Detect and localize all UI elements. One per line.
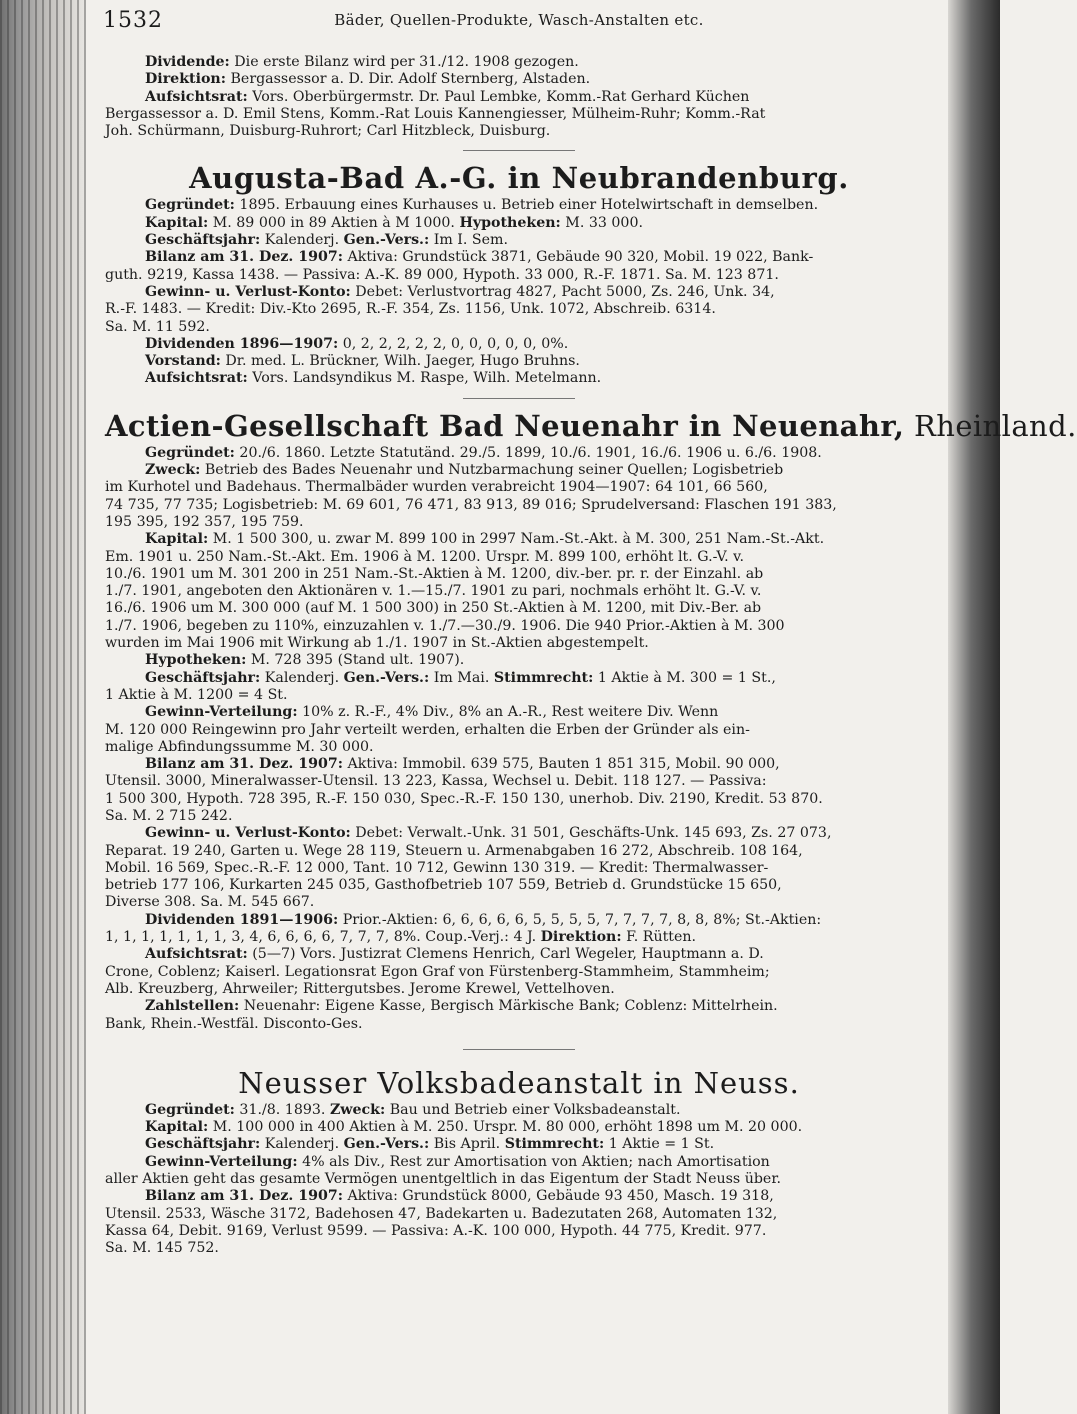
field-text: Debet: Verwalt.-Unk. 31 501, Geschäfts-Unk. 145 693, Zs. 27 073,: [350, 825, 832, 842]
text-line: [105, 687, 933, 704]
field-text: Aktiva: Immobil. 639 575, Bauten 1 851 315, Mobil. 90 000,: [343, 756, 780, 773]
field-label: Stimmrecht:: [493, 669, 594, 686]
text-line: [105, 704, 933, 721]
field-text: 74 735, 77 735; Logisbetrieb: M. 69 601, 76 471, 83 913, 89 016; Sprudelversand: Flaschen 191 383,: [105, 496, 837, 513]
field-text: Dr. med. L. Brückner, Wilh. Jaeger, Hugo Bruhns.: [220, 353, 580, 370]
entry-title-suffix: Rheinland.: [904, 408, 1077, 443]
field-text: M. 100 000 in 400 Aktien à M. 250. Urspr. M. 80 000, erhöht 1898 um M. 20 000.: [208, 1119, 803, 1136]
text-line: [105, 497, 933, 514]
separator-rule: [463, 1049, 575, 1050]
text-line: [105, 549, 933, 566]
field-text: 1 Aktie à M. 1200 = 4 St.: [105, 686, 288, 703]
text-line: [105, 232, 933, 249]
separator-rule: [463, 150, 575, 151]
field-label: Gen.-Vers.:: [343, 669, 430, 686]
field-text: wurden im Mai 1906 mit Wirkung ab 1./1. 1907 in St.-Aktien abgestempelt.: [105, 635, 649, 652]
field-text: 16./6. 1906 um M. 300 000 (auf M. 1 500 300) in 250 St.-Aktien à M. 1200, mit Div.-Ber. ab: [105, 600, 762, 617]
field-label: Geschäftsjahr:: [145, 1136, 261, 1153]
field-label: Hypotheken:: [145, 652, 247, 669]
text-line: [105, 964, 933, 981]
field-text: Diverse 308. Sa. M. 545 667.: [105, 894, 315, 911]
text-line: [105, 89, 933, 106]
text-line: [105, 981, 933, 998]
text-line: [105, 514, 933, 531]
field-text: Im I. Sem.: [429, 232, 509, 249]
field-text: Em. 1901 u. 250 Nam.-St.-Akt. Em. 1906 à M. 1200. Urspr. M. 899 100, erhöht lt. G.-V. v.: [105, 548, 744, 565]
field-text: Vors. Landsyndikus M. Raspe, Wilh. Metelmann.: [247, 370, 602, 387]
text-line: [105, 479, 933, 496]
field-label: Gewinn- u. Verlust-Konto:: [145, 825, 351, 842]
text-line: [105, 249, 933, 266]
field-text: Aktiva: Grundstück 8000, Gebäude 93 450, Masch. 19 318,: [343, 1188, 774, 1205]
field-text: Im Mai.: [429, 669, 490, 686]
field-text: Mobil. 16 569, Spec.-R.-F. 12 000, Tant. 10 712, Gewinn 130 319. — Kredit: Thermalwasser-: [105, 859, 769, 876]
field-label: Gen.-Vers.:: [343, 232, 430, 249]
running-title: Bäder, Quellen-Produkte, Wasch-Anstalten etc.: [334, 11, 704, 29]
field-text: Bau und Betrieb einer Volksbadeanstalt.: [385, 1101, 681, 1118]
field-text: betrieb 177 106, Kurkarten 245 035, Gasthofbetrieb 107 559, Betrieb d. Grundstücke 15 650,: [105, 877, 782, 894]
text-line: [105, 860, 933, 877]
field-text: F. Rütten.: [621, 929, 697, 946]
field-label: Stimmrecht:: [504, 1136, 605, 1153]
field-label: Bilanz am 31. Dez. 1907:: [145, 249, 344, 266]
text-line: [105, 756, 933, 773]
field-text: Joh. Schürmann, Duisburg-Ruhrort; Carl Hitzbleck, Duisburg.: [105, 123, 551, 140]
field-text: M. 120 000 Reingewinn pro Jahr verteilt werden, erhalten die Erben der Gründer als ein-: [105, 721, 750, 738]
text-line: [105, 1206, 933, 1223]
field-text: M. 728 395 (Stand ult. 1907).: [246, 652, 465, 669]
field-text: Kassa 64, Debit. 9169, Verlust 9599. — Passiva: A.-K. 100 000, Hypoth. 44 775, Kredit. 977.: [105, 1222, 767, 1239]
field-text: 20./6. 1860. Letzte Statutänd. 29./5. 1899, 10./6. 1901, 16./6. 1906 u. 6./6. 1908.: [234, 444, 822, 461]
field-label: Bilanz am 31. Dez. 1907:: [145, 756, 344, 773]
field-label: Gegründet:: [145, 444, 235, 461]
text-line: [105, 998, 933, 1015]
field-text: Utensil. 3000, Mineralwasser-Utensil. 13 223, Kassa, Wechsel u. Debit. 118 127. — Passiva:: [105, 773, 767, 790]
field-text: Aktiva: Grundstück 3871, Gebäude 90 320, Mobil. 19 022, Bank-: [343, 249, 814, 266]
entry-title-bad-neuenahr: [105, 408, 1077, 443]
text-line: [105, 843, 933, 860]
text-line: [105, 808, 933, 825]
field-text: Bergassessor a. D. Dir. Adolf Sternberg, Alstaden.: [225, 71, 591, 88]
field-text: Sa. M. 11 592.: [105, 318, 210, 335]
text-line: [105, 370, 933, 387]
field-label: Dividenden 1891—1906:: [145, 911, 339, 928]
field-text: Die erste Bilanz wird per 31./12. 1908 gezogen.: [229, 54, 579, 70]
field-text: Prior.-Aktien: 6, 6, 6, 6, 6, 5, 5, 5, 5, 7, 7, 7, 7, 8, 8, 8%; St.-Aktien:: [338, 911, 822, 928]
field-label: Gegründet:: [145, 1101, 235, 1118]
text-line: [105, 722, 933, 739]
field-text: Sa. M. 145 752.: [105, 1240, 219, 1257]
field-label: Zahlstellen:: [145, 998, 240, 1015]
field-text: 10./6. 1901 um M. 301 200 in 251 Nam.-St.-Aktien à M. 1200, div.-ber. pr. r. der Einzahl. ab: [105, 565, 764, 582]
field-text: 1 500 300, Hypoth. 728 395, R.-F. 150 030, Spec.-R.-F. 150 130, unerhob. Div. 2190, Kredit. 53 870.: [105, 790, 823, 807]
field-label: Aufsichtsrat:: [145, 946, 248, 963]
text-line: [105, 462, 933, 479]
text-line: [105, 1188, 933, 1205]
field-label: Hypotheken:: [459, 214, 561, 231]
field-label: Aufsichtsrat:: [145, 88, 248, 105]
field-text: Bank, Rhein.-Westfäl. Disconto-Ges.: [105, 1015, 363, 1032]
entry-title-main: Actien-Gesellschaft Bad Neuenahr in Neuenahr,: [105, 408, 905, 443]
field-label: Gen.-Vers.:: [343, 1136, 430, 1153]
text-line: [105, 353, 933, 370]
page-edge-shadow: [948, 0, 1000, 1414]
field-text: Utensil. 2533, Wäsche 3172, Badehosen 47, Badekarten u. Badezutaten 268, Automaten 132,: [105, 1205, 778, 1222]
text-line: [105, 739, 933, 756]
field-text: R.-F. 1483. — Kredit: Div.-Kto 2695, R.-F. 354, Zs. 1156, Unk. 1072, Abschreib. 6314.: [105, 301, 716, 318]
field-text: malige Abfindungssumme M. 30 000.: [105, 738, 374, 755]
entry-bad-neuenahr: [105, 445, 933, 1033]
text-line: [105, 1016, 933, 1033]
text-line: [105, 123, 933, 140]
field-label: Geschäftsjahr:: [145, 669, 261, 686]
text-line: [105, 1136, 933, 1153]
text-line: [105, 284, 933, 301]
text-line: [105, 531, 933, 548]
field-text: Alb. Kreuzberg, Ahrweiler; Rittergutsbes. Jerome Krewel, Vettelhoven.: [105, 980, 615, 997]
text-line: [105, 106, 933, 123]
field-text: (5—7) Vors. Justizrat Clemens Henrich, Carl Wegeler, Hauptmann a. D.: [247, 946, 764, 963]
entry-title-augusta-bad: Augusta-Bad A.-G. in Neubrandenburg.: [189, 161, 849, 196]
field-text: M. 33 000.: [560, 214, 643, 231]
field-label: Direktion:: [145, 71, 226, 88]
separator-rule: [463, 398, 575, 399]
text-line: [105, 336, 933, 353]
field-text: Neuenahr: Eigene Kasse, Bergisch Märkische Bank; Coblenz: Mittelrhein.: [239, 998, 778, 1015]
field-label: Dividende:: [145, 54, 230, 70]
field-text: 1, 1, 1, 1, 1, 1, 1, 3, 4, 6, 6, 6, 6, 7, 7, 7, 8%. Coup.-Verj.: 4 J.: [105, 929, 537, 946]
text-line: [105, 445, 933, 462]
field-text: 1 Aktie = 1 St.: [604, 1136, 715, 1153]
field-text: Crone, Coblenz; Kaiserl. Legationsrat Egon Graf von Fürstenberg-Stammheim, Stammheim;: [105, 963, 770, 980]
text-line: [105, 1223, 933, 1240]
text-line: [105, 600, 933, 617]
text-line: [105, 791, 933, 808]
field-text: 10% z. R.-F., 4% Div., 8% an A.-R., Rest weitere Div. Wenn: [297, 704, 719, 721]
field-text: im Kurhotel und Badehaus. Thermalbäder wurden verabreicht 1904—1907: 64 101, 66 560,: [105, 479, 768, 496]
field-text: 1./7. 1901, angeboten den Aktionären v. 1.—15./7. 1901 zu pari, nochmals erhöht lt. G.-V. v.: [105, 583, 762, 600]
field-label: Kapital:: [145, 214, 209, 231]
book-binding-shadow: [0, 0, 86, 1414]
text-line: [105, 319, 933, 336]
text-line: [105, 652, 933, 669]
text-line: [105, 215, 933, 232]
field-label: Vorstand:: [145, 353, 221, 370]
text-line: [105, 301, 933, 318]
field-text: 1 Aktie à M. 300 = 1 St.,: [593, 669, 776, 686]
field-text: M. 1 500 300, u. zwar M. 899 100 in 2997 Nam.-St.-Akt. à M. 300, 251 Nam.-St.-Akt.: [208, 531, 825, 548]
text-line: [105, 825, 933, 842]
entry-title-neusser-volksbadeanstalt: Neusser Volksbadeanstalt in Neuss.: [238, 1065, 800, 1100]
entry-augusta-bad: [105, 197, 933, 387]
text-line: [105, 1154, 933, 1171]
text-line: [105, 71, 933, 88]
text-line: [105, 566, 933, 583]
field-label: Kapital:: [145, 1119, 209, 1136]
field-label: Zweck:: [145, 462, 201, 479]
text-line: [105, 267, 933, 284]
text-line: [105, 618, 933, 635]
page-header: [105, 6, 933, 40]
field-text: Vors. Oberbürgermstr. Dr. Paul Lembke, Komm.-Rat Gerhard Küchen: [247, 88, 750, 105]
page-number: 1532: [103, 8, 163, 33]
field-text: 4% als Div., Rest zur Amortisation von Aktien; nach Amortisation: [297, 1153, 770, 1170]
text-line: [105, 197, 933, 214]
field-label: Kapital:: [145, 531, 209, 548]
text-line: [105, 1102, 933, 1119]
field-text: 1./7. 1906, begeben zu 110%, einzuzahlen v. 1./7.—30./9. 1906. Die 940 Prior.-Aktien à M. 300: [105, 617, 785, 634]
field-text: 1895. Erbauung eines Kurhauses u. Betrieb einer Hotelwirtschaft in demselben.: [234, 197, 819, 214]
field-text: Bergassessor a. D. Emil Stens, Komm.-Rat Louis Kannengiesser, Mülheim-Ruhr; Komm.-Rat: [105, 105, 766, 122]
field-text: Kalenderj.: [260, 232, 340, 249]
field-text: M. 89 000 in 89 Aktien à M 1000.: [208, 214, 455, 231]
text-line: [105, 877, 933, 894]
text-line: [105, 894, 933, 911]
text-line: [105, 583, 933, 600]
field-text: aller Aktien geht das gesamte Vermögen unentgeltlich in das Eigentum der Stadt Neuss über.: [105, 1171, 782, 1188]
field-text: 0, 2, 2, 2, 2, 2, 0, 0, 0, 0, 0, 0%.: [338, 335, 569, 352]
field-label: Gewinn-Verteilung:: [145, 1153, 298, 1170]
entry-neusser-volksbadeanstalt: [105, 1102, 933, 1258]
field-label: Aufsichtsrat:: [145, 370, 248, 387]
text-line: [105, 54, 933, 71]
field-text: 31./8. 1893.: [234, 1101, 326, 1118]
field-label: Direktion:: [540, 929, 622, 946]
text-line: [105, 1171, 933, 1188]
field-label: Gegründet:: [145, 197, 235, 214]
document-page: [103, 6, 1077, 1406]
text-line: [105, 912, 933, 929]
field-text: Sa. M. 2 715 242.: [105, 807, 233, 824]
field-text: Kalenderj.: [260, 669, 340, 686]
field-text: Bis April.: [429, 1136, 501, 1153]
text-line: [105, 1240, 933, 1257]
field-text: Kalenderj.: [260, 1136, 340, 1153]
field-label: Zweck:: [329, 1101, 386, 1118]
text-line: [105, 773, 933, 790]
field-text: Debet: Verlustvortrag 4827, Pacht 5000, Zs. 246, Unk. 34,: [350, 283, 775, 300]
field-text: Betrieb des Bades Neuenahr und Nutzbarmachung seiner Quellen; Logisbetrieb: [200, 462, 784, 479]
text-line: [105, 635, 933, 652]
section-continued-entry: [105, 54, 933, 140]
text-line: [105, 670, 933, 687]
field-label: Dividenden 1896—1907:: [145, 335, 339, 352]
field-label: Gewinn- u. Verlust-Konto:: [145, 283, 351, 300]
text-line: [105, 946, 933, 963]
text-line: [105, 929, 933, 946]
field-text: guth. 9219, Kassa 1438. — Passiva: A.-K. 89 000, Hypoth. 33 000, R.-F. 1871. Sa. M. 123 871.: [105, 266, 779, 283]
field-text: Reparat. 19 240, Garten u. Wege 28 119, Steuern u. Armenabgaben 16 272, Abschreib. 108 164,: [105, 842, 803, 859]
text-line: [105, 1119, 933, 1136]
field-label: Gewinn-Verteilung:: [145, 704, 298, 721]
field-text: 195 395, 192 357, 195 759.: [105, 513, 304, 530]
field-label: Geschäftsjahr:: [145, 232, 261, 249]
field-label: Bilanz am 31. Dez. 1907:: [145, 1188, 344, 1205]
